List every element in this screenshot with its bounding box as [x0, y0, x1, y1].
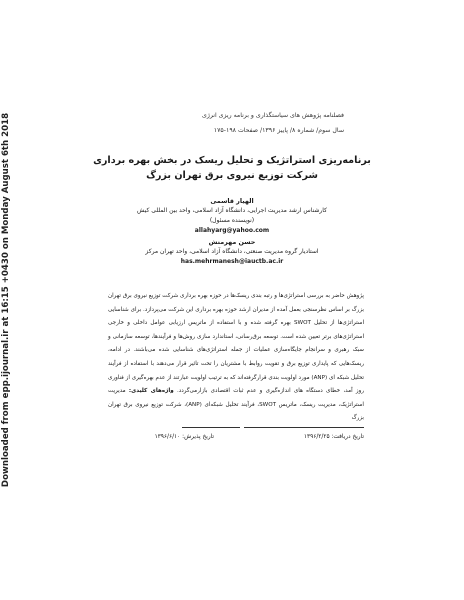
author-2-email[interactable]: has.mehrmanesh@iauctb.ac.ir	[180, 258, 284, 265]
abstract	[108, 290, 364, 426]
footnote-rule-secondary	[182, 427, 240, 428]
journal-name: فصلنامه پژوهش های سیاستگذاری و برنامه ریزی انرژی	[201, 112, 344, 119]
keywords: مدیریت استراتژیک، مدیریت ریسک، ماتریس SWOT، فرآیند تحلیل شبکه‌ای (ANP)، شرکت توزیع نیروی برق تهران بزرگ	[108, 388, 364, 422]
footnote-rule	[244, 427, 364, 428]
issue-info: سال سوم/ شماره ۸/ پاییز ۱۳۹۶/ صفحات ۱۹۸-۱۷۵	[213, 127, 344, 134]
author-1-name: الهیار قاسمی	[210, 197, 254, 205]
author-1-note: (نویسنده مسئول)	[209, 217, 255, 224]
received-date: تاریخ دریافت: ۱۳۹۶/۲/۲۵	[303, 434, 364, 440]
author-1-affiliation: کارشناس ارشد مدیریت اجرایی، دانشگاه آزاد اسلامی، واحد بین المللی کیش	[137, 207, 327, 214]
download-watermark-text: Downloaded from epp.ijournal.ir at 16:15 +0430 on Monday August 6th 2018	[1, 112, 11, 488]
keywords-label: واژه‌های کلیدی:	[128, 388, 174, 395]
author-2-affiliation: استادیار گروه مدیریت صنعتی، دانشگاه آزاد اسلامی، واحد تهران مرکز	[145, 248, 319, 255]
author-1-email[interactable]: allahyarg@yahoo.com	[194, 227, 270, 234]
paper-title-line-2: شرکت توزیع نیروی برق تهران بزرگ	[146, 170, 318, 181]
abstract-body: پژوهش حاضر به بررسی استراتژی‌ها و رتبه بندی ریسک‌ها در حوزه بهره برداری شرکت توزیع نیروی برق تهران بزرگ بر اساس نظرسنجی بعمل آمده از مدیران ارشد حوزه بهره برداری این شرکت می‌پردازد. برای شناسایی استراتژی‌ها از تحلیل SWOT بهره گرفته شده و با استفاده از ماتریس ارزیابی عوامل داخلی و خارجی استراتژی‌های برتر تعیین شده است. توسعه برق‌رسانی، استاندارد سازی روش‌ها و فرآیندها، توسعه سازمانی و سبک رهبری و سرانجام جایگاه‌سازی عملیات از جمله استراتژی‌های شناسایی شده می‌باشند. در ادامه، ریسک‌هایی که پایداری توزیع برق و تقویت روابط با مشتریان را تحت تاثیر قرار می‌دهند با استفاده از فرآیند تحلیل شبکه ای (ANP) مورد اولویت بندی قرارگرفته‌اند که به ترتیب اولویت عبارتند از عدم بهره‌گیری از فناوری روز آمد، خطای دستگاه های اندازه‌گیری و عدم ثبات اقتصادی بازارمی‌گردد.	[108, 293, 365, 395]
paper-title-line-1: برنامه‌ریزی استراتژیک و تحلیل ریسک در بخش بهره برداری	[93, 155, 371, 166]
accepted-date: تاریخ پذیرش: ۱۳۹۶/۶/۱۰	[154, 434, 214, 440]
author-2-name: حسن مهرمنش	[208, 238, 256, 246]
